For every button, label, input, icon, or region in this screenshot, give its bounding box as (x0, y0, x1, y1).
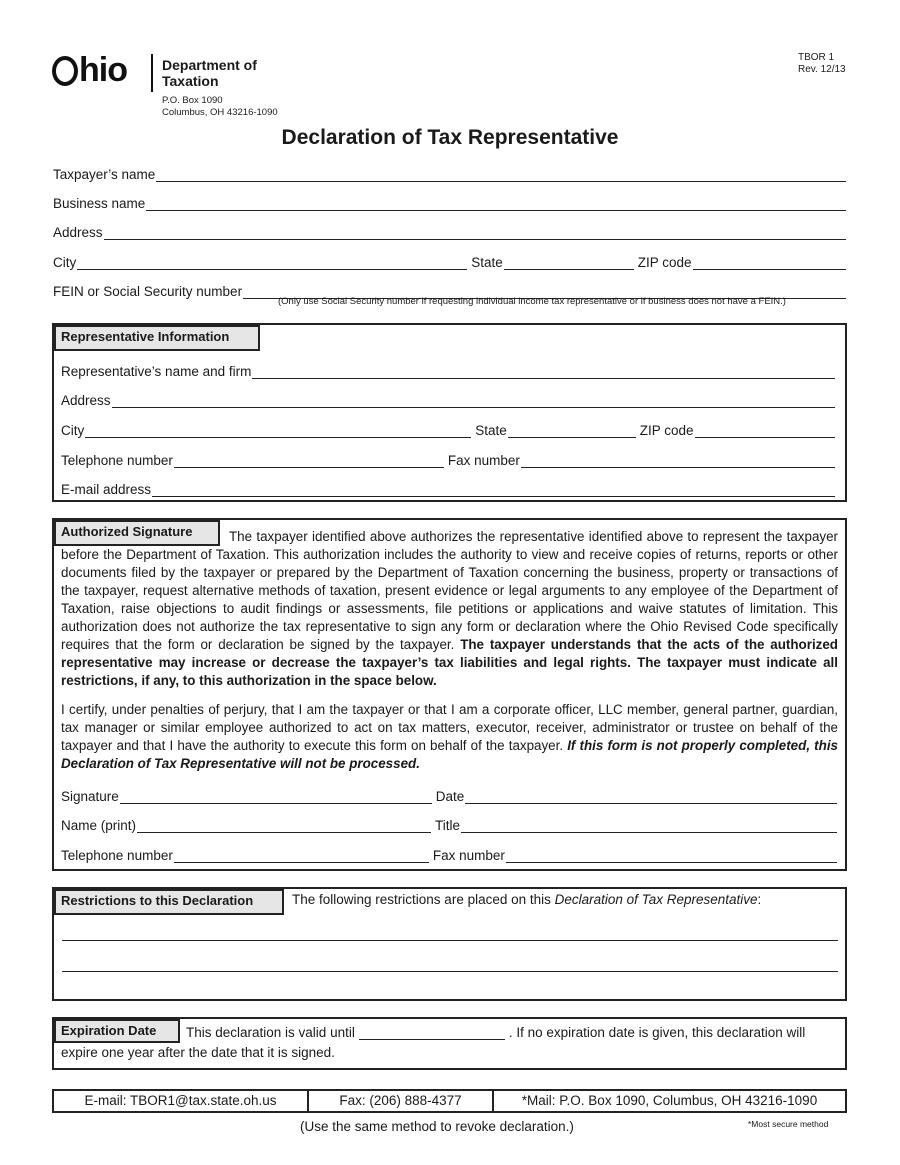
logo-divider (151, 54, 153, 92)
form-id (798, 52, 846, 76)
expiration-row (186, 1022, 838, 1040)
contact-fax: Fax: (206) 888-4377 (307, 1089, 494, 1113)
revoke-note: (Use the same method to revoke declaration.) (300, 1119, 574, 1134)
rep-address-field[interactable] (112, 396, 835, 408)
contact-mail: *Mail: P.O. Box 1090, Columbus, OH 43216-1090 (492, 1089, 847, 1113)
date-label: Date (435, 789, 465, 804)
taxpayer-zip-field[interactable] (693, 258, 846, 270)
signature-label: Signature (61, 789, 119, 804)
restrictions-text-before: The following restrictions are placed on this (292, 892, 555, 907)
restrictions-text-italic: Declaration of Tax Representative (554, 892, 758, 907)
certification-warning: If this form is not properly completed, this Declaration of Tax Representative will not be processed. (61, 738, 838, 771)
page-title: Declaration of Tax Representative (281, 126, 619, 149)
authorized-heading: Authorized Signature (54, 520, 220, 546)
department-address (162, 95, 278, 119)
date-field[interactable] (465, 792, 837, 804)
signature-row (61, 786, 837, 804)
taxpayer-city-row (53, 252, 846, 270)
certification-paragraph (61, 701, 838, 773)
rep-name-row (61, 361, 835, 379)
rep-address-label: Address (61, 393, 111, 408)
fein-note: (Only use Social Security number if requesting individual income tax representative or if business does not have a FEIN.) (278, 296, 786, 307)
rep-email-label: E-mail address (61, 482, 152, 497)
rep-phone-row (61, 450, 835, 468)
restrictions-intro (292, 892, 761, 907)
representative-heading: Representative Information (54, 325, 260, 351)
business-name-label: Business name (53, 196, 146, 211)
dept-line-2: Taxation (162, 73, 219, 89)
rep-zip-label: ZIP code (639, 423, 694, 438)
expiration-heading: Expiration Date (54, 1019, 180, 1043)
business-name-row (53, 193, 846, 211)
title-label: Title (435, 818, 461, 833)
taxpayer-address-field[interactable] (104, 228, 846, 240)
secure-method-note: *Most secure method (748, 1119, 829, 1129)
signature-field[interactable] (120, 792, 432, 804)
business-name-field[interactable] (146, 199, 846, 211)
signer-fax-label: Fax number (432, 848, 505, 863)
taxpayer-zip-label: ZIP code (637, 255, 692, 270)
expiration-text-after: . If no expiration date is given, this declaration will (508, 1025, 806, 1040)
print-name-row (61, 815, 837, 833)
authorization-paragraph (61, 528, 838, 690)
form-revision: Rev. 12/13 (798, 64, 846, 75)
rep-state-label: State (475, 423, 507, 438)
taxpayer-state-field[interactable] (504, 258, 634, 270)
restrictions-heading: Restrictions to this Declaration (54, 889, 284, 915)
ohio-logo (52, 50, 127, 90)
fein-label: FEIN or Social Security number (53, 284, 243, 299)
contact-email: E-mail: TBOR1@tax.state.oh.us (52, 1089, 309, 1113)
dept-line-1: Department of (162, 57, 257, 73)
signer-phone-label: Telephone number (61, 848, 173, 863)
rep-zip-field[interactable] (695, 426, 835, 438)
addr-line-2: Columbus, OH 43216-1090 (162, 107, 278, 118)
rep-state-field[interactable] (508, 426, 636, 438)
rep-phone-label: Telephone number (61, 453, 173, 468)
taxpayer-city-field[interactable] (77, 258, 467, 270)
rep-email-field[interactable] (152, 485, 835, 497)
taxpayer-city-label: City (53, 255, 77, 270)
expiration-date-field[interactable] (359, 1028, 505, 1040)
rep-fax-field[interactable] (521, 456, 835, 468)
ohio-logo-o-icon (52, 56, 78, 86)
authorization-bold-text: The taxpayer understands that the acts of the authorized representative may increase or decrease the taxpayer’s tax liabilities and legal rights. The taxpayer must indicate all restrictions, if any, to this authorization in the space below. (61, 637, 838, 688)
authorization-text: The taxpayer identified above authorizes the representative identified above to represent the taxpayer before the Department of Taxation. This authorization includes the authority to view and receive copies of returns, reports or other documents filed by the taxpayer or prepared by the Department of Taxation concerning the business, property or transactions of the taxpayer, request alternative methods of taxation, present evidence or legal arguments to any employee of the Department of Taxation, raise objections to audit findings or assessments, file petitions or applications and waive statutes of limitation. This authorization does not authorize the tax representative to sign any form or declaration where the Ohio Revised Code specifically requires that the form or declaration be signed by the taxpayer. (61, 529, 838, 652)
rep-address-row (61, 390, 835, 408)
signer-fax-field[interactable] (506, 851, 837, 863)
representative-section (52, 323, 847, 502)
ohio-logo-text: hio (79, 51, 127, 89)
rep-email-row (61, 479, 835, 497)
department-name (162, 57, 257, 89)
print-name-field[interactable] (137, 821, 431, 833)
rep-city-field[interactable] (85, 426, 471, 438)
taxpayer-name-row (53, 164, 846, 182)
taxpayer-name-field[interactable] (156, 170, 846, 182)
title-field[interactable] (461, 821, 837, 833)
addr-line-1: P.O. Box 1090 (162, 95, 223, 106)
rep-name-label: Representative’s name and firm (61, 364, 252, 379)
rep-city-label: City (61, 423, 85, 438)
rep-city-row (61, 420, 835, 438)
restrictions-text-after: : (757, 892, 762, 907)
taxpayer-name-label: Taxpayer’s name (53, 167, 156, 182)
rep-name-field[interactable] (252, 367, 835, 379)
print-name-label: Name (print) (61, 818, 137, 833)
restrictions-line-2[interactable] (62, 971, 838, 972)
expiration-text-line2: expire one year after the date that it is signed. (61, 1045, 335, 1060)
form-number: TBOR 1 (798, 52, 835, 63)
rep-fax-label: Fax number (447, 453, 520, 468)
taxpayer-address-row (53, 222, 846, 240)
expiration-text-before: This declaration is valid until (186, 1025, 355, 1040)
signer-phone-row (61, 845, 837, 863)
rep-phone-field[interactable] (174, 456, 444, 468)
restrictions-line-1[interactable] (62, 940, 838, 941)
signer-phone-field[interactable] (174, 851, 429, 863)
certification-text: I certify, under penalties of perjury, that I am the taxpayer or that I am a corporate officer, LLC member, general partner, guardian, tax manager or similar employee authorized to act on tax matters, executor, receiver, administrator or trustee on behalf of the taxpayer and that I have the authority to execute this form on behalf of the taxpayer. (61, 702, 838, 753)
taxpayer-state-label: State (471, 255, 503, 270)
taxpayer-address-label: Address (53, 225, 103, 240)
